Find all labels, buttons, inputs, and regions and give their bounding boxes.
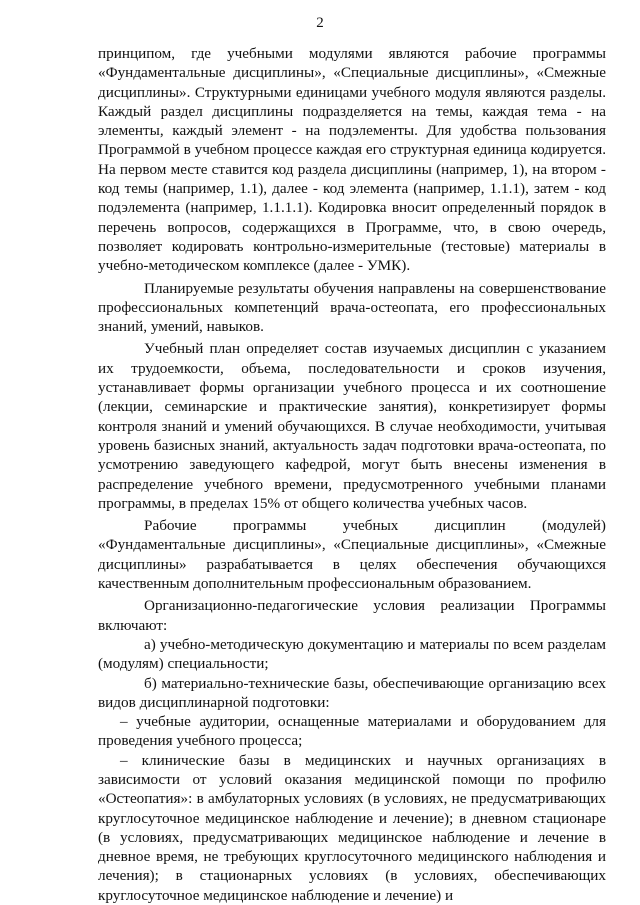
paragraph-planned-results: Планируемые результаты обучения направлены на совершенствование профессиональных компетенций врача-остеопата, его профессиональных знаний, умений, навыков. — [98, 279, 606, 336]
paragraph-conditions-intro: Организационно-педагогические условия реализации Программы включают: — [98, 597, 606, 634]
paragraph-work-programs: Рабочие программы учебных дисциплин (модулей) «Фундаментальные дисциплины», «Специальные дисциплины», «Смежные дисциплины» разрабатывается в целях обеспечения обучающихся качественным дополнительным профессиональным образованием. — [98, 517, 606, 593]
page-number: 2 — [316, 15, 324, 31]
dash-item-clinical-bases: – клинические базы в медицинских и научных организациях в зависимости от условий оказания медицинской помощи по профилю «Остеопатия»: в амбулаторных условиях (в условиях, не предусматривающих круглосуточное медицинское наблюдение и лечение); в дневном стационаре (в условиях, предусматривающих медицинское наблюдение и лечение в дневное время, не требующих круглосуточного медицинского наблюдения и лечения); в стационарных условиях (в условиях, обеспечивающих круглосуточное медицинское наблюдение и лечение) и — [98, 751, 606, 904]
dash-item-classrooms: – учебные аудитории, оснащенные материалами и оборудованием для проведения учебного процесса; — [98, 713, 606, 750]
list-item-b: б) материально-технические базы, обеспечивающие организацию всех видов дисциплинарной подготовки: — [98, 674, 606, 711]
document-body — [98, 44, 606, 905]
paragraph-module-structure: принципом, где учебными модулями являются рабочие программы «Фундаментальные дисциплины», «Специальные дисциплины», «Смежные дисциплины». Структурными единицами учебного модуля являются разделы. Каждый раздел дисциплины подразделяется на темы, каждая тема - на элементы, каждый элемент - на подэлементы. Для удобства пользования Программой в учебном процессе каждая его структурная единица кодируется. На первом месте ставится код раздела дисциплины (например, 1), на втором - код темы (например, 1.1), далее - код элемента (например, 1.1.1), затем - код подэлемента (например, 1.1.1.1). Кодировка вносит определенный порядок в перечень вопросов, содержащихся в Программе, что, в свою очередь, позволяет кодировать контрольно-измерительные (тестовые) материалы в учебно-методическом комплексе (далее - УМК). — [98, 45, 606, 275]
paragraph-curriculum: Учебный план определяет состав изучаемых дисциплин с указанием их трудоемкости, объема, последовательности и сроков изучения, устанавливает формы организации учебного процесса и их соотношение (лекции, семинарские и практические занятия), конкретизирует формы контроля знаний и умений обучающихся. В случае необходимости, учитывая уровень базисных знаний, актуальность задач подготовки врача-остеопата, по усмотрению заведующего кафедрой, могут быть внесены изменения в распределение учебного времени, предусмотренного учебными планами программы, в пределах 15% от общего количества учебных часов. — [98, 340, 606, 512]
list-item-a: а) учебно-методическую документацию и материалы по всем разделам (модулям) специальности; — [98, 635, 606, 673]
